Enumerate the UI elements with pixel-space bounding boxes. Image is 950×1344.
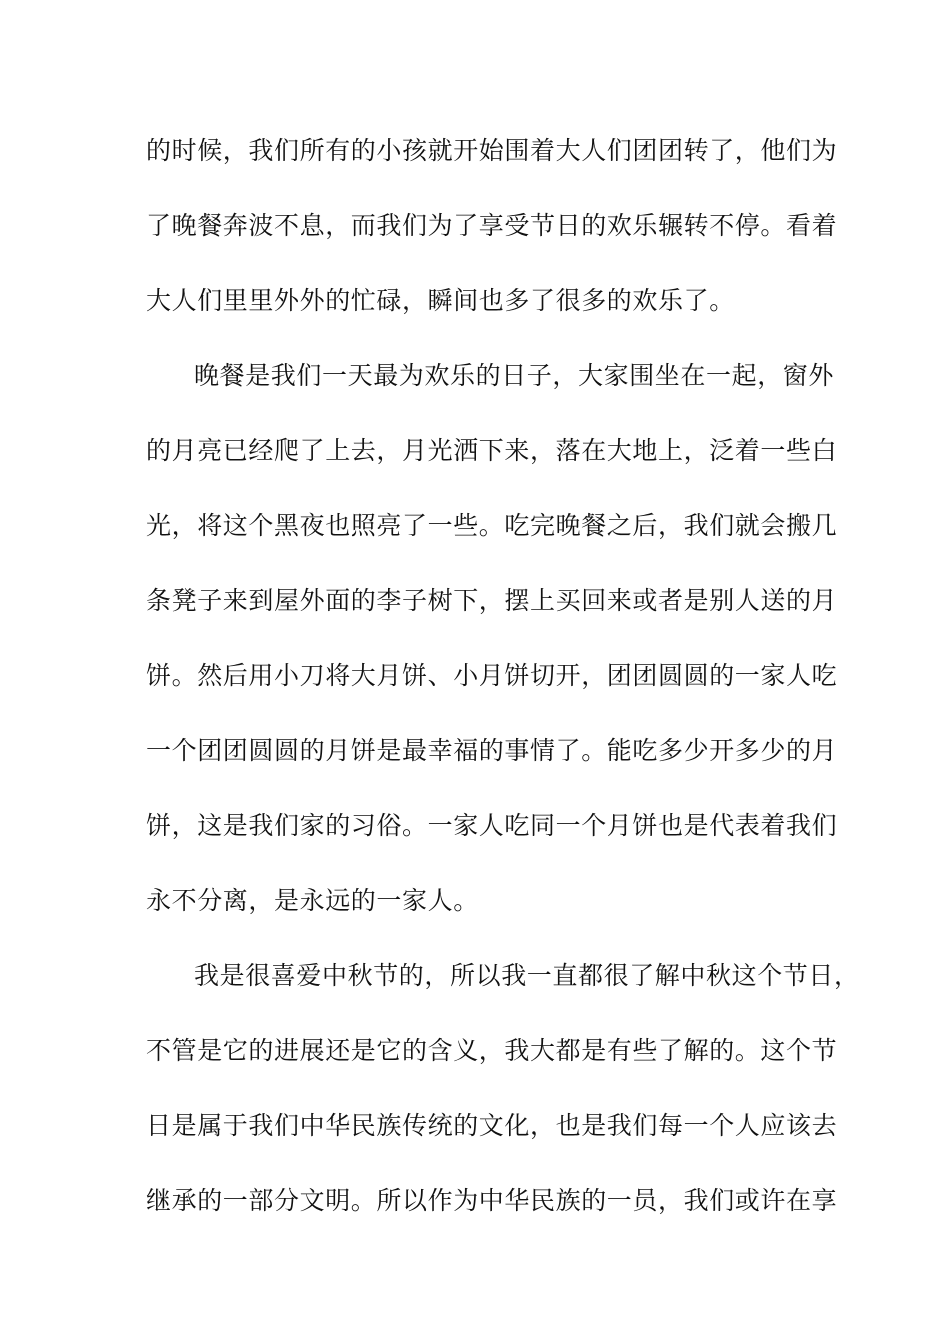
text-line: 了晚餐奔波不息，而我们为了享受节日的欢乐辗转不停。看着 xyxy=(146,211,838,240)
text-line: 条凳子来到屋外面的李子树下，摆上买回来或者是别人送的月 xyxy=(146,586,838,615)
text-line: 饼。然后用小刀将大月饼、小月饼切开，团团圆圆的一家人吃 xyxy=(146,661,838,690)
text-line: 饼，这是我们家的习俗。一家人吃同一个月饼也是代表着我们 xyxy=(146,811,838,840)
text-line: 不管是它的进展还是它的含义，我大都是有些了解的。这个节 xyxy=(146,1036,838,1065)
text-line: 的月亮已经爬了上去，月光洒下来，落在大地上，泛着一些白 xyxy=(146,436,838,465)
text-line: 永不分离，是永远的一家人。 xyxy=(146,886,479,915)
paragraph-first-line: 我是很喜爱中秋节的，所以我一直都很了解中秋这个节日， xyxy=(194,961,860,990)
paragraph-first-line: 晚餐是我们一天最为欢乐的日子，大家围坐在一起，窗外 xyxy=(194,361,835,390)
text-line: 的时候，我们所有的小孩就开始围着大人们团团转了，他们为 xyxy=(146,136,838,165)
text-line: 继承的一部分文明。所以作为中华民族的一员，我们或许在享 xyxy=(146,1186,838,1215)
text-line: 一个团团圆圆的月饼是最幸福的事情了。能吃多少开多少的月 xyxy=(146,736,838,765)
text-line: 大人们里里外外的忙碌，瞬间也多了很多的欢乐了。 xyxy=(146,286,735,315)
text-line: 日是属于我们中华民族传统的文化，也是我们每一个人应该去 xyxy=(146,1111,838,1140)
text-line: 光，将这个黑夜也照亮了一些。吃完晚餐之后，我们就会搬几 xyxy=(146,511,838,540)
